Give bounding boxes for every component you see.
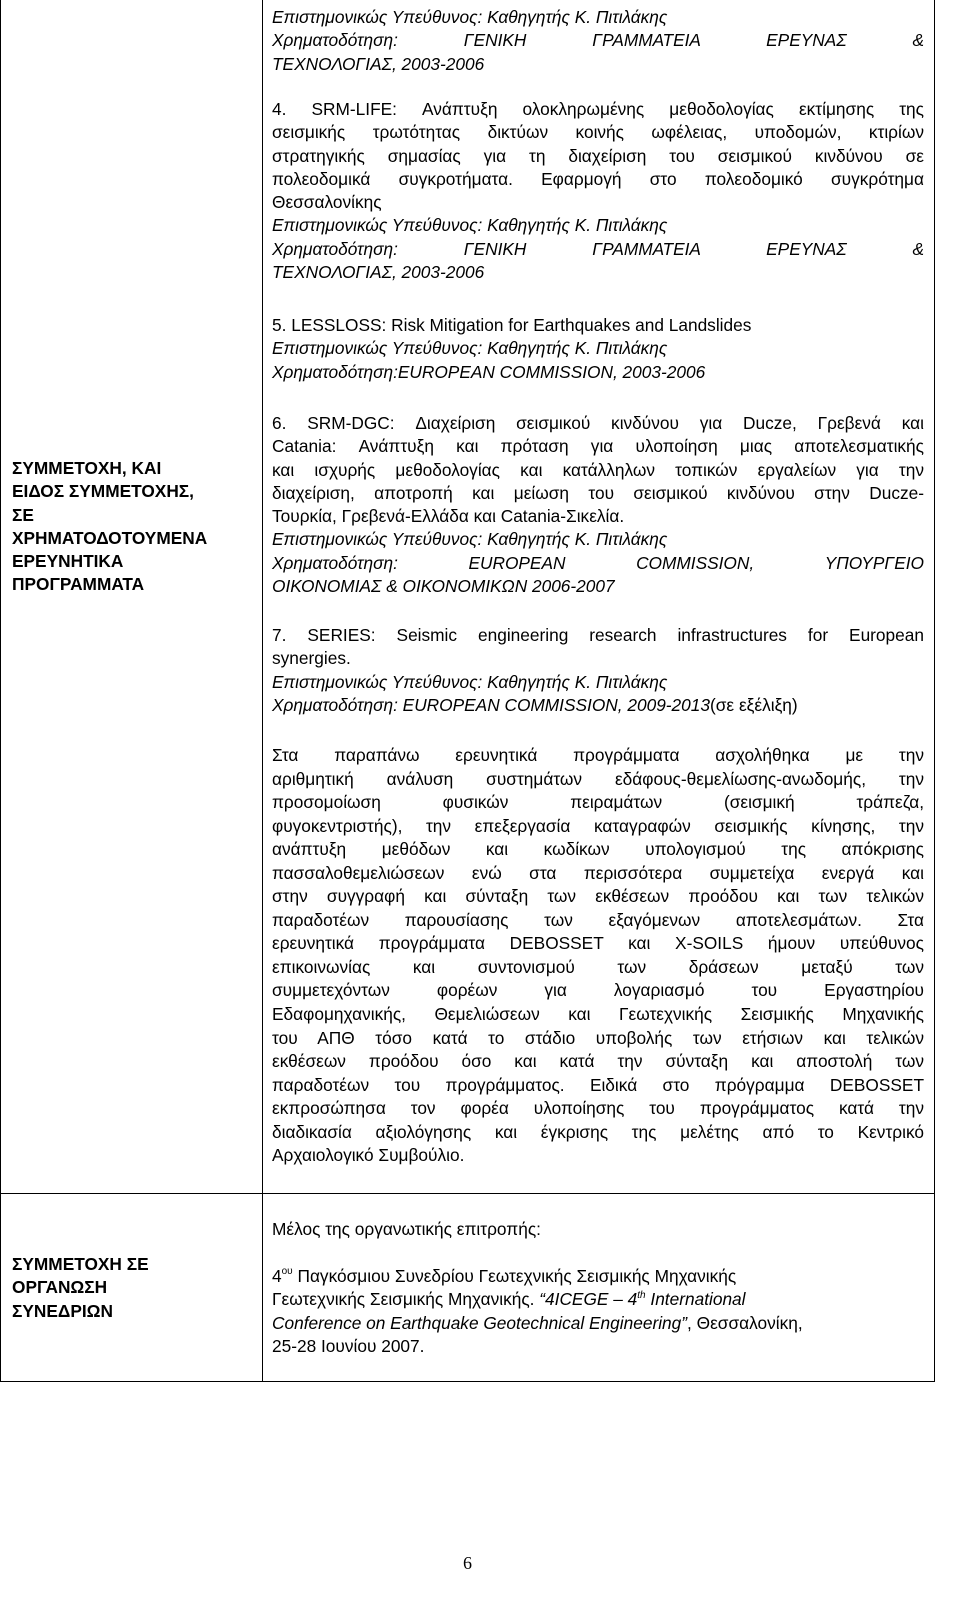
row-divider [0, 1193, 935, 1194]
page-number: 6 [463, 1553, 472, 1573]
project-item: 6. SRM-DGC: Διαχείριση σεισμικού κινδύνου για Ducze, Γρεβενά και Catania: Ανάπτυξη και πρόταση για υλοποίηση μιας αποτελεσματικής και ισχυρής μεθοδολογίας και κατάλληλων τοπικών εργαλείων για την διαχείριση, αποτροπή και μείωση του σεισμικού κινδύνου στην Ducze- Τουρκία, Γρεβενά-Ελλάδα και Catania-Σικελία. Επιστημονικώς Υπεύθυνος: Καθηγητής Κ. Πιτιλάκης Χρηματοδότηση: EUROPEAN COMMISSION, ΥΠΟΥΡΓΕΙΟ ΟΙΚΟΝΟΜΙΑΣ & ΟΙΚΟΝΟΜΙΚΩΝ 2006-2007 [272, 413, 924, 597]
section-label-conference-organization: ΣΥΜΜΕΤΟΧΗ ΣΕ ΟΡΓΑΝΩΣΗ ΣΥΝΕΔΡΙΩΝ [12, 1254, 149, 1321]
project-item: 4. SRM-LIFE: Ανάπτυξη ολοκληρωμένης μεθοδολογίας εκτίμησης της σεισμικής τρωτότητας δικτύων κοινής ωφέλειας, υποδομών, κτιρίων στρατηγικής σημασίας για τη διαχείριση του σεισμικού κινδύνου σε πολεοδομικά συγκροτήματα. Εφαρμογή στο πολεοδομικό συγκρότημα Θεσσαλονίκης Επιστημονικώς Υπεύθυνος: Καθηγητής Κ. Πιτιλάκης Χρηματοδότηση: ΓΕΝΙΚΗ ΓΡΑΜΜΑΤΕΙΑ ΕΡΕΥΝΑΣ & ΤΕΧΝΟΛΟΓΙΑΣ, 2003-2006 [272, 99, 924, 283]
project-item: 7. SERIES: Seismic engineering research infrastructures for European synergies. Επιστημονικώς Υπεύθυνος: Καθηγητής Κ. Πιτιλάκης Χρηματοδότηση: EUROPEAN COMMISSION, 2009-2013(σε εξέλιξη) [272, 625, 924, 715]
project-item: 5. LESSLOSS: Risk Mitigation for Earthquakes and Landslides Επιστημονικώς Υπεύθυνος: Καθηγητής Κ. Πιτιλάκης Χρηματοδότηση:EUROPEAN COMMISSION, 2003-2006 [272, 315, 752, 382]
carryover-project-info: Επιστημονικώς Υπεύθυνος: Καθηγητής Κ. Πιτιλάκης Χρηματοδότηση: ΓΕΝΙΚΗ ΓΡΑΜΜΑΤΕΙΑ ΕΡΕΥΝΑΣ & ΤΕΧΝΟΛΟΓΙΑΣ, 2003-2006 [272, 7, 924, 74]
conference-heading: Μέλος της οργανωτικής επιτροπής: [272, 1219, 541, 1239]
summary-paragraph: Στα παραπάνω ερευνητικά προγράμματα ασχολήθηκα με την αριθμητική ανάλυση συστημάτων εδάφους-θεμελίωσης-ανωδομής, την προσομοίωση φυσικών πειραμάτων (σεισμική τράπεζα, φυγοκεντριστής), την επεξεργασία καταγραφών σεισμικής κίνησης, την ανάπτυξη μεθόδων και κωδίκων υπολογισμού της απόκρισης πασσαλοθεμελιώσεων ενώ στα περισσότερα συμμετείχα ενεργά και στην συγγραφή και σύνταξη των εκθέσεων προόδου και των τελικών παραδοτέων παρουσίασης των εξαγόμενων αποτελεσμάτων. Στα ερευνητικά προγράμματα DEBOSSET και X-SOILS ήμουν υπεύθυνος επικοινωνίας και συντονισμού των δράσεων μεταξύ των συμμετεχόντων φορέων για λογαριασμό του Εργαστηρίου Εδαφομηχανικής, Θεμελιώσεων και Γεωτεχνικής Σεισμικής Μηχανικής του ΑΠΘ τόσο κατά το στάδιο υποβολής των ετήσιων και τελικών εκθέσεων προόδου όσο και κατά την σύνταξη και αποστολή των παραδοτέων του προγράμματος. Ειδικά στο πρόγραμμα DEBOSSET εκπροσώπησα τον φορέα υλοποίησης του προγράμματος κατά την διαδικασία αξιολόγησης και έγκρισης της μελέτης από το Κεντρικό Αρχαιολογικό Συμβούλιο. [272, 745, 924, 1166]
column-divider [262, 0, 263, 1382]
section-label-research-participation: ΣΥΜΜΕΤΟΧΗ, ΚΑΙ ΕΙΔΟΣ ΣΥΜΜΕΤΟΧΗΣ, ΣΕ ΧΡΗΜΑΤΟΔΟΤΟΥΜΕΝΑ ΕΡΕΥΝΗΤΙΚΑ ΠΡΟΓΡΑΜΜΑΤΑ [12, 458, 208, 595]
conference-entry: $4^{o\upsilon}$ Παγκόσμιου Συνεδρίου Γεωτεχνικής Σεισμικής Μηχανικής Γεωτεχνικής Σεισμικής Μηχανικής. “4ICEGE – 4th International Conference on Earthquake Geotechnical Engineering”, Θεσσαλονίκη, 25-28 Ιουνίου 2007. [272, 1266, 803, 1356]
